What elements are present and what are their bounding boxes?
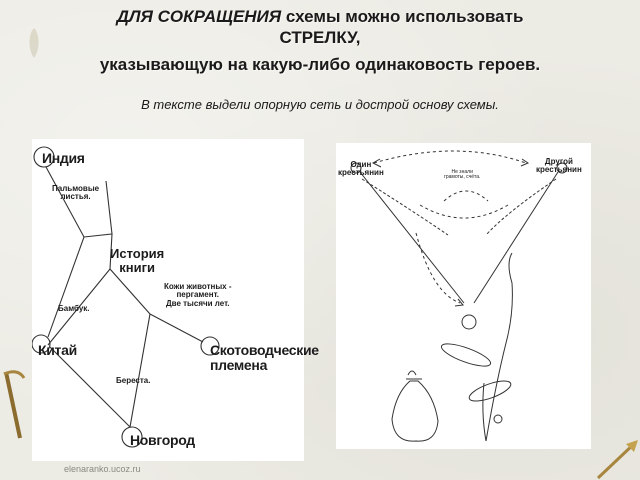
node-cattle-line2: племена	[210, 356, 268, 373]
title-line1: схемы можно использовать	[281, 7, 524, 26]
node-cattle-line1: Скотоводческие	[210, 342, 319, 358]
label-bamboo: Бамбук.	[58, 304, 90, 313]
label-peasant-one-line2: крестьянин	[338, 168, 384, 178]
label-palm	[52, 185, 99, 202]
label-peasant-other	[536, 158, 582, 175]
label-birch: Береста.	[116, 376, 151, 385]
center-history	[110, 247, 164, 274]
label-peasant-one	[338, 161, 384, 178]
label-palm-line2: листья.	[60, 192, 91, 202]
node-cattle	[210, 343, 319, 372]
bottom-circle	[462, 315, 476, 329]
node-china: Китай	[38, 342, 77, 358]
decor-quill-icon	[596, 438, 640, 480]
title-line2: СТРЕЛКУ,	[279, 28, 361, 47]
label-palm-line1: Пальмовые	[52, 184, 100, 193]
label-note-line1: Не знали	[451, 169, 473, 175]
title-emphasis: ДЛЯ СОКРАЩЕНИЯ	[116, 7, 282, 26]
slide-title	[0, 6, 640, 75]
title-line3: указывающую на какую-либо одинаковость героев.	[99, 55, 541, 74]
label-peasant-other-line1: Другой	[544, 157, 573, 166]
node-india: Индия	[42, 150, 85, 166]
left-scheme-panel	[32, 139, 319, 461]
center-history-line1: История	[110, 246, 165, 261]
decor-pin-icon	[0, 368, 34, 442]
label-note-line2: грамоты, счёта.	[444, 174, 481, 181]
center-history-line2: книги	[119, 259, 155, 275]
label-skins-line1: Кожи животных -	[164, 282, 232, 291]
label-skins	[164, 283, 231, 308]
label-skins-line3: Две тысячи лет.	[165, 298, 230, 308]
label-note	[444, 170, 480, 181]
label-skins-line2: пергамент.	[176, 290, 220, 300]
right-scheme-panel	[336, 143, 591, 449]
watermark: elenaranko.ucoz.ru	[64, 464, 141, 474]
node-novgorod: Новгород	[130, 432, 195, 448]
right-scheme-drawing	[336, 143, 591, 449]
label-peasant-one-line1: Один	[350, 160, 372, 169]
label-peasant-other-line2: крестьянин	[536, 165, 582, 175]
slide-subtitle: В тексте выдели опорную сеть и дострой основу схемы.	[141, 97, 499, 112]
